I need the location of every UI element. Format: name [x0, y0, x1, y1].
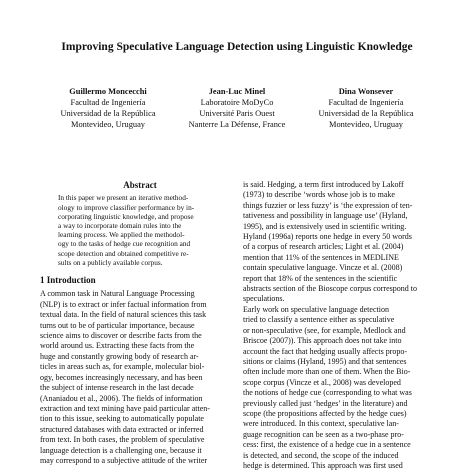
section-heading-introduction: 1 Introduction: [40, 275, 96, 286]
body-line: may correspond to a subjective attitude of the writer: [40, 455, 208, 465]
body-line: language detection is a challenging one, because it: [40, 445, 202, 455]
abstract-line: scope detection and obtained competitive re-: [58, 248, 189, 258]
author-name: Jean-Luc Minel: [208, 87, 266, 96]
author-block-1: [33, 86, 183, 130]
body-line: structured databases with data extracted or inferred: [40, 424, 204, 434]
paper-title: Improving Speculative Language Detection using Linguistic Knowledge: [61, 41, 413, 53]
body-line: from text. In both cases, the problem of speculative: [40, 435, 205, 445]
body-line: or non-speculative (see, for example, Medlock and: [243, 325, 406, 335]
body-line: Briscoe (2007)). This approach does not take into: [243, 336, 402, 346]
author-affiliation-line: Montevideo, Uruguay: [329, 120, 403, 129]
body-line: ogy, becomes increasingly necessary, and has been: [40, 372, 203, 382]
body-line: things fuzzier or less fuzzy’ is ‘the expression of ten-: [243, 200, 413, 210]
body-line: Hyland (1996a) reports one hedge in every 50 words: [243, 232, 412, 242]
body-line: tried to classify a sentence either as speculative: [243, 315, 395, 325]
abstract-line: In this paper we present an iterative method-: [58, 193, 189, 203]
body-line: speculations.: [243, 294, 285, 304]
body-line: is said. Hedging, a term first introduced by Lakoff: [243, 180, 404, 189]
body-line: (NLP) is to extract or infer factual information from: [40, 299, 207, 309]
body-line: A common task in Natural Language Processing: [40, 289, 195, 299]
body-line: science aims to discover or describe facts from the: [40, 331, 202, 341]
body-line: tion to this issue, seeking to automatically populate: [40, 414, 204, 424]
body-line: cess: first, the existence of a hedge cue in a sentence: [243, 440, 411, 450]
abstract-line: sults on a publicly available corpus.: [58, 257, 163, 267]
body-line: turns out to be of particular importance, because: [40, 320, 195, 330]
body-line: previously called just ‘hedges’ in the literature) and: [243, 398, 408, 408]
body-line: huge and constantly growing body of research ar-: [40, 351, 199, 361]
body-line: extraction and text mining have paid particular atten-: [40, 403, 210, 413]
body-line: (Ananiadou et al., 2006). The fields of information: [40, 393, 203, 403]
body-line: is detected, and second, the scope of the induced: [243, 450, 399, 460]
abstract-line: learning process. We applied the methodol-: [58, 230, 185, 240]
body-line: 1995), and is extensively used in scientific writing.: [243, 221, 407, 231]
right-column: [243, 180, 447, 471]
author-affiliation-line: Universidad de la República: [60, 109, 156, 118]
author-affiliation-line: Université Paris Ouest: [199, 109, 275, 118]
body-line: sitions or claims (Hyland, 1995) and that sentences: [243, 356, 407, 366]
left-column: [40, 180, 240, 466]
body-line: of a corpus of research articles; Light et al. (2004): [243, 242, 404, 252]
body-line: ticles in areas such as, for example, molecular biol-: [40, 362, 205, 372]
abstract-line: corporating linguistic knowledge, and propose: [58, 211, 194, 221]
body-line: the subject of intense research in the last decade: [40, 383, 194, 393]
author-block-2: [162, 86, 312, 130]
body-line: mention that 11% of the sentences in MEDLINE: [243, 252, 399, 262]
body-line: scope corpus (Vincze et al., 2008) was developed: [243, 377, 401, 387]
author-affiliation-line: Laboratoire MoDyCo: [200, 98, 274, 107]
author-affiliation-line: Nanterre La Défense, France: [188, 120, 286, 129]
author-name: Dina Wonsever: [338, 87, 394, 96]
body-line: (1973) to describe ‘words whose job is to make: [243, 190, 395, 200]
author-affiliation-line: Montevideo, Uruguay: [71, 120, 145, 129]
body-line: hedge is determined. This approach was first used: [243, 460, 403, 470]
author-affiliation-line: Facultad de Ingeniería: [328, 98, 404, 107]
abstract-line: a way to incorporate domain rules into the: [58, 221, 182, 231]
body-line: Early work on speculative language detection: [243, 304, 389, 314]
body-line: account the fact that hedging usually affects propo-: [243, 346, 408, 356]
body-line: tativeness and possibility in language use’ (Hyland,: [243, 211, 408, 221]
body-line: the notions of hedge cue (corresponding to what was: [243, 388, 412, 398]
body-line: contain speculative language. Vincze et al. (2008): [243, 263, 403, 273]
author-block-3: [291, 86, 441, 130]
author-affiliation-line: Facultad de Ingeniería: [70, 98, 146, 107]
body-line: abstracts section of the Bioscope corpus correspond to: [243, 284, 417, 294]
abstract-heading: Abstract: [123, 180, 157, 190]
body-line: often include more than one of them. When the Bio-: [243, 367, 411, 377]
abstract-line: ogy to the tasks of hedge cue recognition and: [58, 239, 191, 249]
body-line: guage recognition can be seen as a two-phase pro-: [243, 429, 404, 439]
introduction-body: [40, 289, 240, 466]
abstract-body: [40, 193, 240, 267]
abstract-line: ology to improve classifier performance by in-: [58, 202, 195, 212]
body-line: were introduced. In this context, speculative lan-: [243, 419, 399, 429]
author-name: Guillermo Moncecchi: [69, 87, 147, 96]
body-line: scope (the propositions affected by the hedge cues): [243, 408, 407, 418]
body-line: report that 18% of the sentences in the scientific: [243, 273, 398, 283]
body-line: world around us. Extracting these facts from the: [40, 341, 195, 351]
body-line: textual data. In the field of natural sciences this task: [40, 310, 207, 320]
author-affiliation-line: Universidad de la República: [318, 109, 414, 118]
